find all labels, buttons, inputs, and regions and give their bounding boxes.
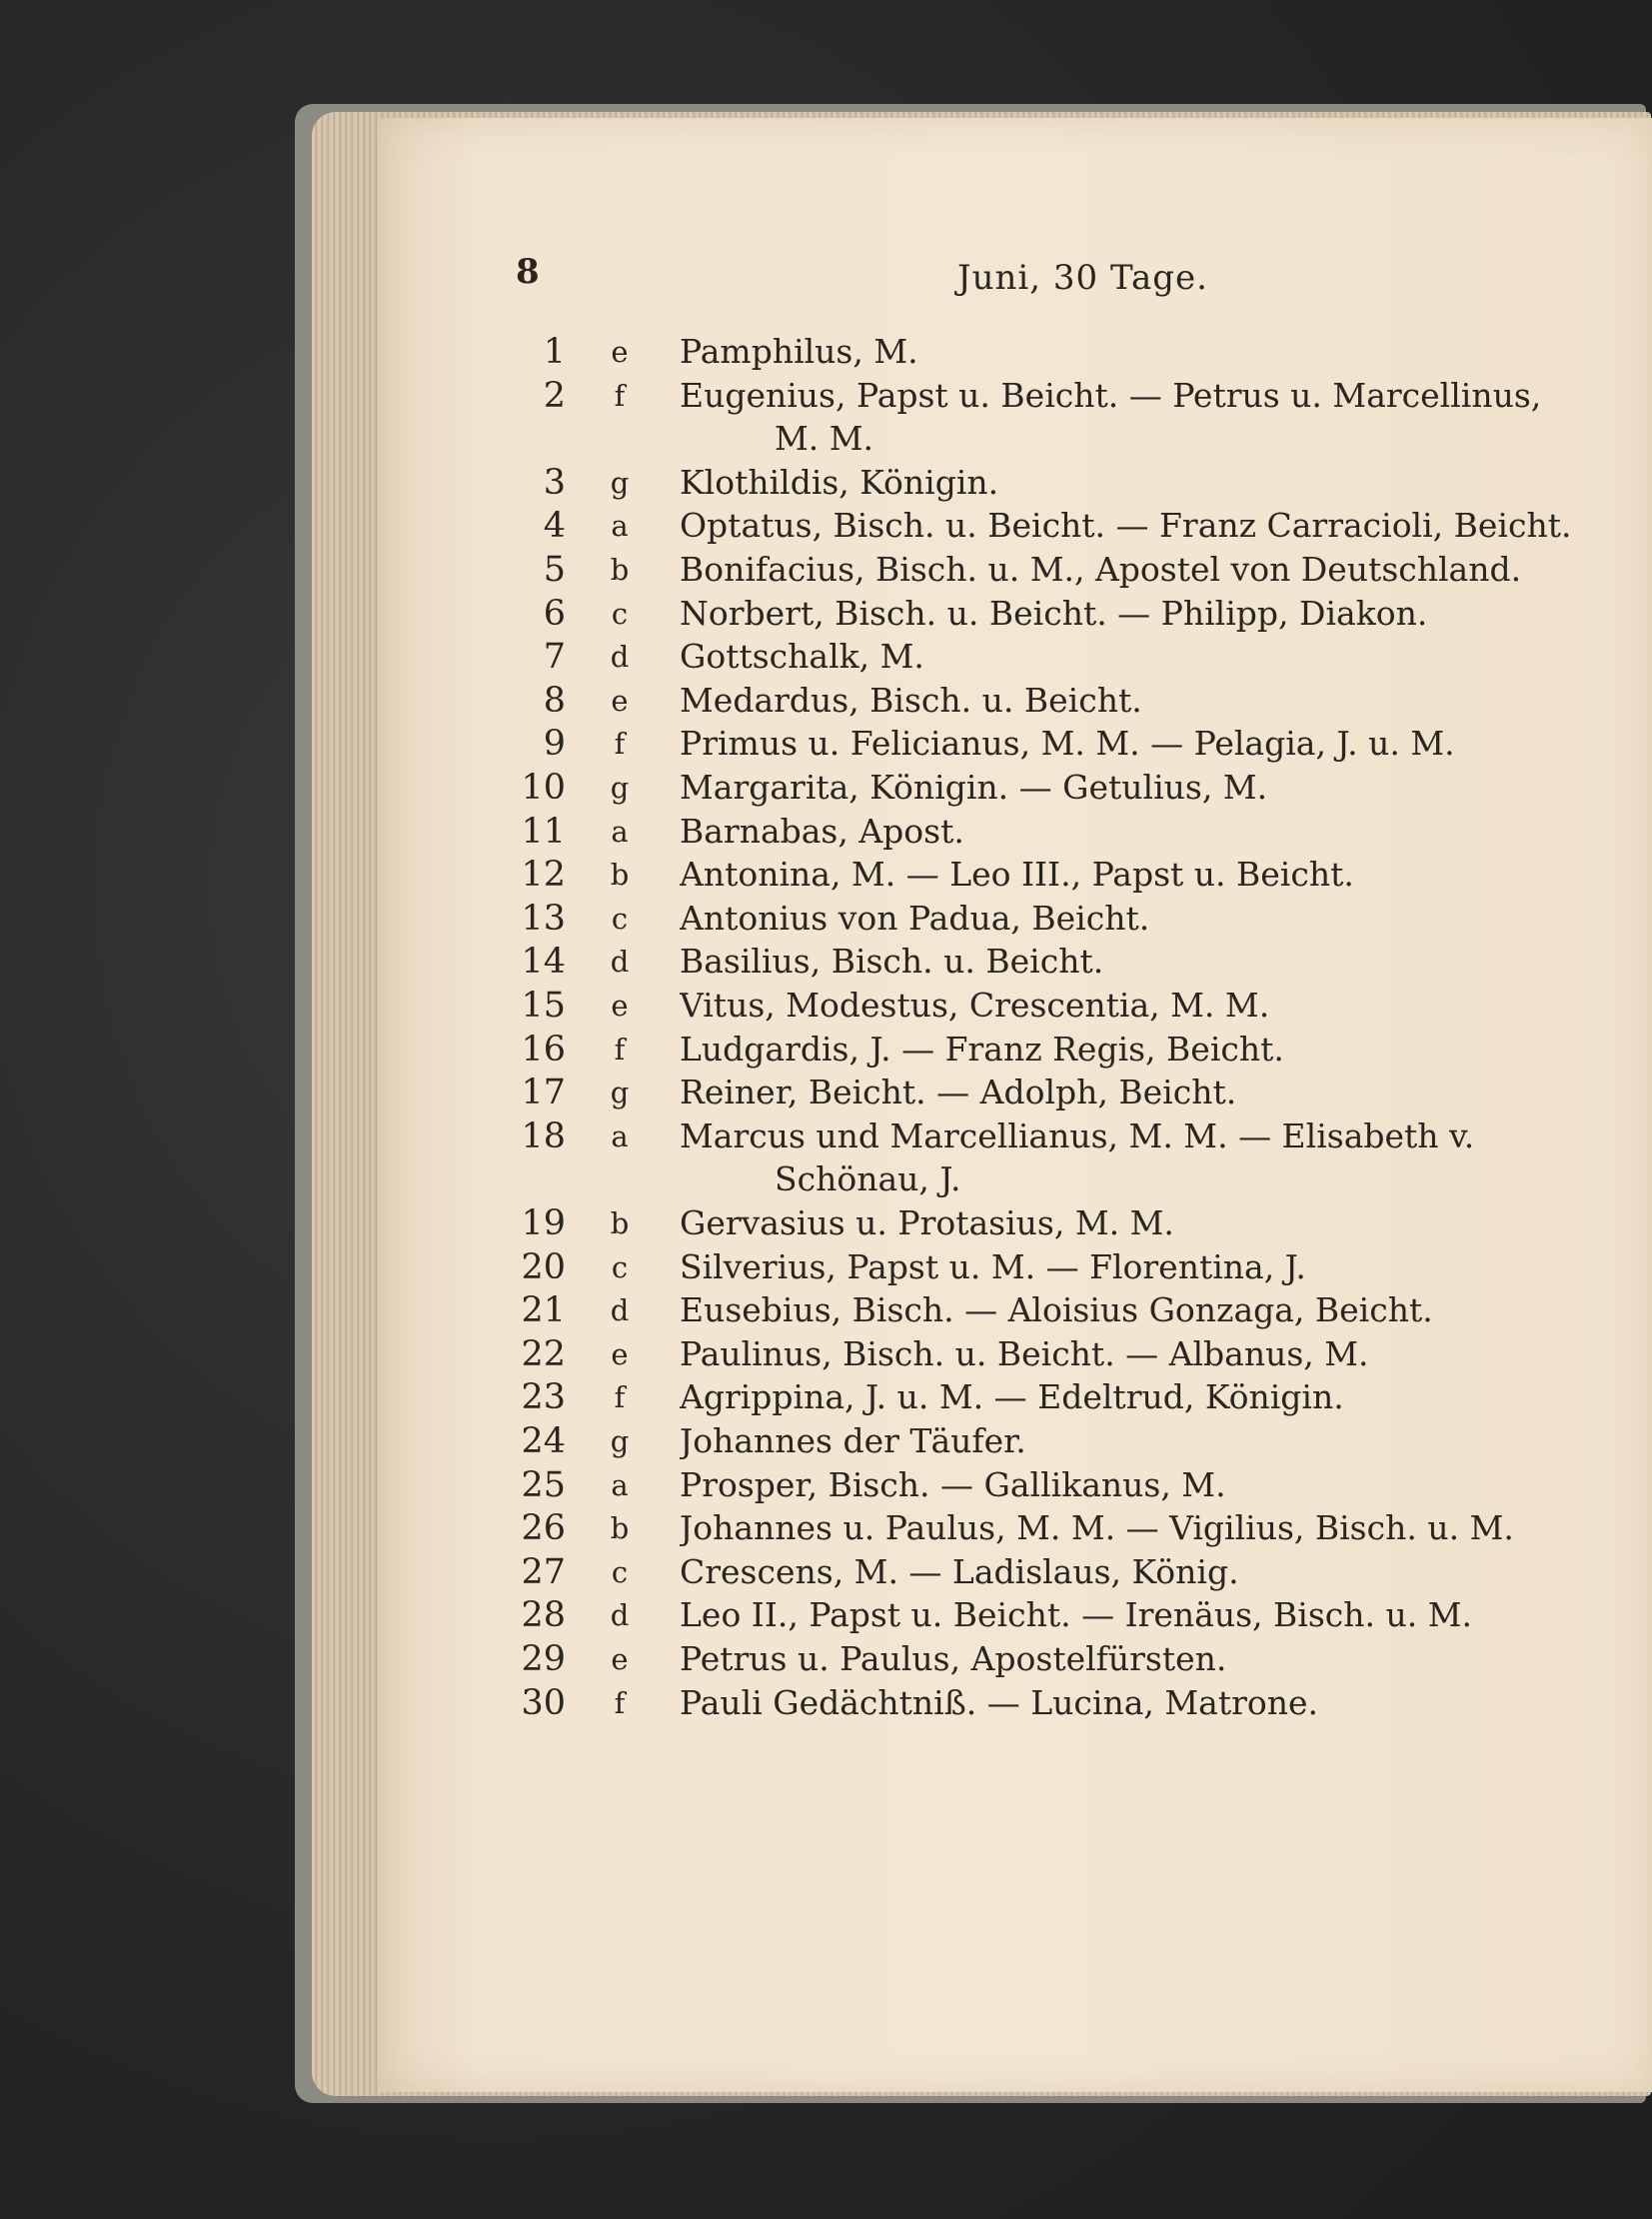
running-head: Juni, 30 Tage. [957,258,1208,298]
calendar-row [0,810,1652,854]
day-number: 20 [521,1246,566,1287]
calendar-row [0,1071,1652,1114]
saint-entry: Johannes der Täufer. [680,1421,1026,1460]
saint-entry: Petrus u. Paulus, Apostelfürsten. [680,1639,1227,1678]
day-number: 22 [521,1333,566,1374]
day-number: 11 [521,811,566,852]
dominical-letter: g [610,465,630,500]
saint-entry: Marcus und Marcellianus, M. M. — Elisabeth v. [680,1115,1475,1155]
day-number: 26 [521,1508,566,1549]
calendar-row [0,1375,1652,1419]
dominical-letter: b [610,1206,630,1240]
dominical-letter: g [610,771,630,805]
saint-entry: Medardus, Bisch. u. Beicht. [680,680,1142,720]
saint-entry: Bonifacius, Bisch. u. M., Apostel von Deutschland. [680,550,1522,589]
saint-entry: Vitus, Modestus, Crescentia, M. M. [680,986,1270,1025]
dominical-letter: g [610,1076,630,1110]
dominical-letter: e [611,989,629,1023]
calendar-row [0,1201,1652,1245]
calendar-row [0,1288,1652,1332]
saint-entry: Antonina, M. — Leo III., Papst u. Beicht. [680,855,1354,895]
calendar-row [0,1550,1652,1594]
dominical-letter: e [611,1336,629,1371]
saint-entry: Crescens, M. — Ladislaus, König. [680,1551,1239,1591]
day-number: 29 [521,1639,566,1679]
calendar-row [0,766,1652,810]
dominical-letter: c [611,596,629,631]
saint-entry: Margarita, Königin. — Getulius, M. [680,768,1268,807]
calendar-row [0,1506,1652,1550]
calendar-row [0,722,1652,766]
day-number: 5 [543,550,566,590]
dominical-letter: a [611,509,629,544]
saint-entry-continuation [0,1157,1652,1201]
dominical-letter: d [610,1598,630,1633]
day-number: 9 [543,724,566,765]
dominical-letter: c [611,901,629,936]
dominical-letter: d [610,945,630,980]
saint-entry: Eugenius, Papst u. Beicht. — Petrus u. Marcellinus, [680,375,1542,415]
day-number: 1 [543,332,566,372]
day-number: 6 [543,593,566,634]
day-number: 21 [521,1290,566,1331]
calendar-row [0,679,1652,723]
calendar-row [0,1681,1652,1725]
day-number: 13 [521,898,566,939]
saint-entry: Eusebius, Bisch. — Aloisius Gonzaga, Beicht. [680,1290,1433,1330]
saint-entry: Norbert, Bisch. u. Beicht. — Philipp, Diakon. [680,593,1428,633]
dominical-letter: a [611,1467,629,1502]
calendar-row [0,504,1652,548]
dominical-letter: e [611,335,629,369]
dominical-letter: c [611,1554,629,1589]
calendar-row [0,330,1652,374]
calendar-row [0,1332,1652,1376]
calendar-row [0,592,1652,636]
dominical-letter: a [611,814,629,849]
calendar-row [0,1028,1652,1072]
calendar-row [0,635,1652,679]
day-number: 24 [521,1421,566,1461]
day-number: 27 [521,1551,566,1592]
day-number: 3 [543,462,566,503]
saint-entry: Prosper, Bisch. — Gallikanus, M. [680,1464,1226,1504]
saint-entry: Optatus, Bisch. u. Beicht. — Franz Carracioli, Beicht. [680,506,1572,546]
saint-entry: Ludgardis, J. — Franz Regis, Beicht. [680,1029,1284,1069]
day-number: 10 [521,768,566,808]
page-number: 8 [516,252,540,292]
day-number: 17 [521,1073,566,1113]
calendar-row [0,1419,1652,1463]
dominical-letter: f [614,1032,626,1067]
saint-entry: Reiner, Beicht. — Adolph, Beicht. [680,1073,1237,1112]
dominical-letter: b [610,553,630,587]
day-number: 23 [521,1377,566,1418]
dominical-letter: f [614,1380,626,1415]
saint-entry: Agrippina, J. u. M. — Edeltrud, Königin. [680,1377,1344,1417]
day-number: 12 [521,855,566,896]
calendar-row [0,1114,1652,1158]
saint-entry: Klothildis, Königin. [680,462,999,502]
dominical-letter: b [610,1511,630,1546]
saint-entry: Johannes u. Paulus, M. M. — Vigilius, Bisch. u. M. [680,1508,1514,1548]
saint-entry: Gervasius u. Protasius, M. M. [680,1203,1174,1242]
dominical-letter: a [611,1118,629,1153]
calendar-row [0,1245,1652,1289]
calendar-row [0,1637,1652,1681]
calendar-row [0,853,1652,897]
calendar-row [0,1593,1652,1637]
saint-entry: Pamphilus, M. [680,332,918,371]
saint-entry: Leo II., Papst u. Beicht. — Irenäus, Bisch. u. M. [680,1595,1472,1635]
continuation-text: M. M. [775,419,874,459]
day-number: 25 [521,1464,566,1505]
dominical-letter: f [614,1685,626,1720]
calendar-row [0,897,1652,941]
day-number: 15 [521,986,566,1026]
dominical-letter: c [611,1249,629,1284]
dominical-letter: d [610,640,630,675]
calendar-row [0,548,1652,592]
day-number: 28 [521,1595,566,1636]
day-number: 4 [543,506,566,547]
saint-entry: Pauli Gedächtniß. — Lucina, Matrone. [680,1682,1319,1722]
day-number: 30 [521,1682,566,1723]
saint-entry: Basilius, Bisch. u. Beicht. [680,942,1104,982]
day-number: 7 [543,637,566,678]
day-number: 16 [521,1029,566,1070]
dominical-letter: e [611,1642,629,1676]
dominical-letter: g [610,1424,630,1458]
continuation-text: Schönau, J. [775,1159,961,1199]
dominical-letter: e [611,683,629,718]
saint-entry: Primus u. Felicianus, M. M. — Pelagia, J. u. M. [680,724,1455,764]
calendar-row [0,1463,1652,1507]
calendar-row [0,940,1652,984]
saint-entry: Silverius, Papst u. M. — Florentina, J. [680,1246,1306,1286]
dominical-letter: d [610,1293,630,1328]
saint-entry-continuation [0,417,1652,461]
dominical-letter: f [614,727,626,762]
saint-entry: Paulinus, Bisch. u. Beicht. — Albanus, M. [680,1333,1369,1373]
saint-entry: Antonius von Padua, Beicht. [680,898,1150,938]
calendar-row [0,374,1652,418]
day-number: 14 [521,942,566,983]
day-number: 19 [521,1203,566,1243]
dominical-letter: b [610,858,630,893]
day-number: 18 [521,1115,566,1156]
calendar-row [0,984,1652,1028]
saint-entry: Barnabas, Apost. [680,811,964,851]
dominical-letter: f [614,378,626,413]
day-number: 2 [543,375,566,416]
saint-entry: Gottschalk, M. [680,637,924,677]
day-number: 8 [543,680,566,721]
calendar-row [0,461,1652,505]
